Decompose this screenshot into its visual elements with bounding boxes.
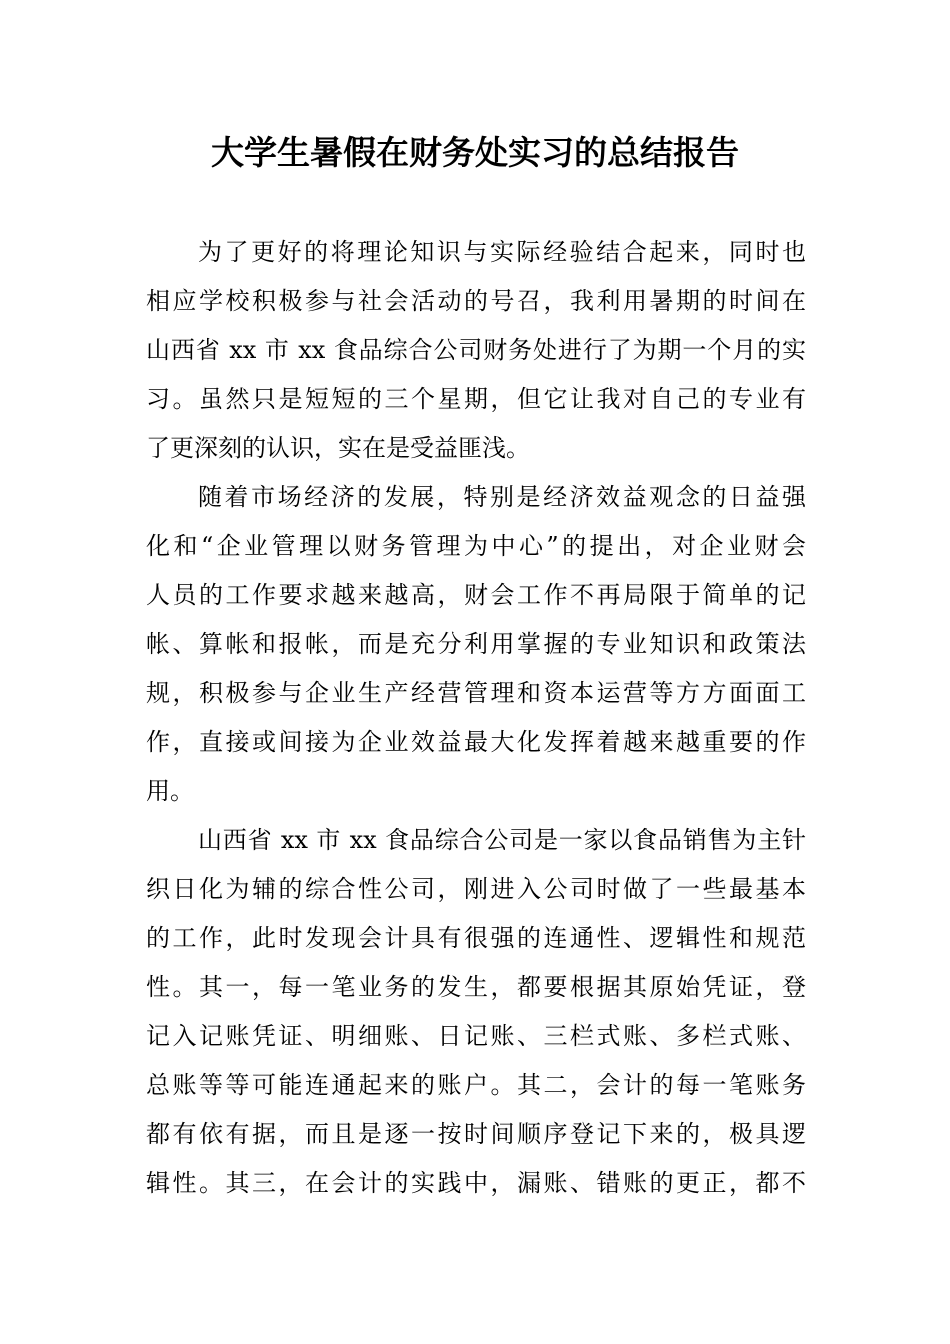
- text-line: 相应学校积极参与社会活动的号召，我利用暑期的时间在: [146, 287, 806, 315]
- text-line: 都有依有据，而且是逐一按时间顺序登记下来的，极具逻: [146, 1120, 806, 1148]
- text-line: 为了更好的将理论知识与实际经验结合起来，同时也: [198, 238, 806, 266]
- text-line: 习。虽然只是短短的三个星期，但它让我对自己的专业有: [146, 385, 806, 413]
- paragraph-1: [146, 228, 806, 473]
- paragraph-2: [146, 473, 806, 816]
- text-line: 作，直接或间接为企业效益最大化发挥着越来越重要的作: [146, 728, 806, 756]
- text-line: 记入记账凭证、明细账、日记账、三栏式账、多栏式账、: [146, 1022, 806, 1050]
- paragraph-3: [146, 816, 806, 1208]
- document-title: 大学生暑假在财务处实习的总结报告: [211, 133, 739, 172]
- text-line: 山西省 xx 市 xx 食品综合公司财务处进行了为期一个月的实: [146, 336, 806, 364]
- document-body: [146, 228, 806, 1208]
- text-line: 山西省 xx 市 xx 食品综合公司是一家以食品销售为主针: [198, 826, 806, 854]
- text-line: 规，积极参与企业生产经营管理和资本运营等方方面面工: [146, 679, 806, 707]
- text-line: 人员的工作要求越来越高，财会工作不再局限于简单的记: [146, 581, 806, 609]
- text-line: 用。: [146, 777, 194, 805]
- text-line: 性。其一，每一笔业务的发生，都要根据其原始凭证，登: [146, 973, 806, 1001]
- text-line: 了更深刻的认识，实在是受益匪浅。: [146, 434, 530, 462]
- text-line: 随着市场经济的发展，特别是经济效益观念的日益强: [198, 483, 806, 511]
- text-line: 织日化为辅的综合性公司，刚进入公司时做了一些最基本: [146, 875, 806, 903]
- text-line: 辑性。其三，在会计的实践中，漏账、错账的更正，都不: [146, 1169, 806, 1197]
- text-line: 总账等等可能连通起来的账户。其二，会计的每一笔账务: [146, 1071, 806, 1099]
- text-line: 帐、算帐和报帐，而是充分利用掌握的专业知识和政策法: [146, 630, 806, 658]
- text-line: 化和“企业管理以财务管理为中心”的提出，对企业财会: [146, 532, 806, 560]
- text-line: 的工作，此时发现会计具有很强的连通性、逻辑性和规范: [146, 924, 806, 952]
